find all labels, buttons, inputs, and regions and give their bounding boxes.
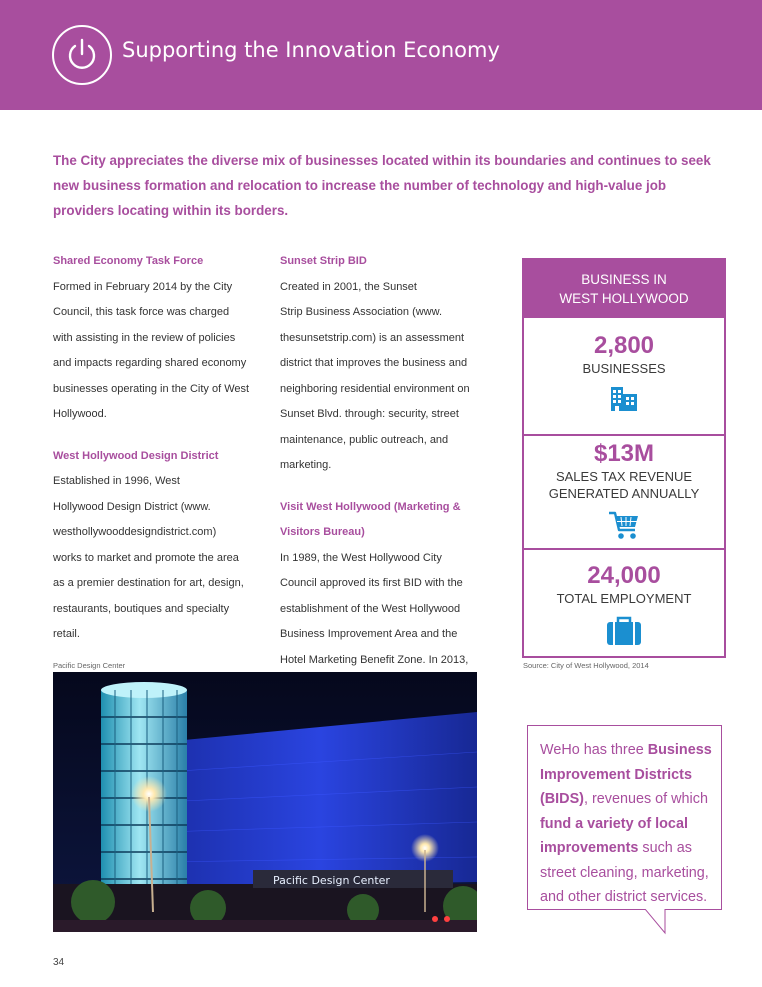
visit-weho-line: establishment of the West Hollywood: [280, 602, 461, 615]
stat-employment: [524, 562, 724, 647]
photo-caption: Pacific Design Center: [53, 661, 126, 670]
visit-weho-line: Business Improvement Area and the: [280, 628, 458, 640]
visit-weho-heading: Visit West Hollywood (Marketing &: [280, 500, 461, 513]
design-district-line: restaurants, boutiques and specialty: [53, 602, 230, 615]
shared-economy-line: and impacts regarding shared economy: [53, 357, 247, 369]
callout-tail: [645, 909, 667, 935]
sunset-strip-line: marketing.: [280, 459, 332, 471]
design-district-line: works to market and promote the area: [53, 551, 239, 564]
power-icon: [52, 25, 112, 85]
bids-callout: [527, 725, 722, 910]
page-title: Supporting the Innovation Economy: [122, 38, 500, 62]
sunset-strip-line: Sunset Blvd. through: security, street: [280, 408, 459, 420]
stats-divider: [524, 548, 724, 550]
sunset-strip-line: Created in 2001, the Sunset: [280, 280, 417, 293]
briefcase-icon: [605, 613, 643, 647]
svg-text:Pacific Design Center: Pacific Design Center: [273, 874, 390, 887]
sunset-strip-line: district that improves the business and: [280, 357, 468, 369]
visit-weho-line: Council approved its first BID with the: [280, 577, 463, 589]
sunset-strip-line: thesunsetstrip.com) is an assessment: [280, 331, 465, 344]
page-number: 34: [53, 957, 65, 968]
stat-label: TOTAL EMPLOYMENT: [556, 591, 692, 606]
design-district-line: westhollywooddesigndistrict.com): [53, 526, 217, 538]
shared-economy-line: businesses operating in the City of West: [53, 382, 250, 395]
middle-text-column: [280, 249, 480, 673]
design-district-line: retail.: [53, 628, 80, 640]
visit-weho-heading: Visitors Bureau): [280, 526, 365, 538]
design-district-heading: West Hollywood Design District: [53, 449, 219, 462]
design-district-line: as a premier destination for art, design,: [53, 577, 244, 589]
shared-economy-line: Council, this task force was charged: [53, 306, 230, 318]
stat-label: SALES TAX REVENUE: [555, 469, 693, 484]
pacific-design-center-photo: [53, 672, 477, 932]
stats-title: BUSINESS IN WEST HOLLYWOOD: [524, 260, 724, 318]
stat-value: 24,000: [587, 562, 661, 589]
stat-label: GENERATED ANNUALLY: [548, 486, 700, 501]
business-stats-box: [522, 258, 726, 658]
stat-businesses: [524, 332, 724, 413]
stats-divider: [524, 434, 724, 436]
shared-economy-line: Hollywood.: [53, 408, 107, 420]
sunset-strip-line: neighboring residential environment on: [280, 382, 470, 395]
stats-source: Source: City of West Hollywood, 2014: [523, 661, 649, 670]
stat-value: $13M: [593, 440, 655, 467]
stat-sales-tax: [524, 440, 724, 542]
office-building-icon: [609, 383, 639, 413]
sunset-strip-line: maintenance, public outreach, and: [280, 433, 449, 446]
intro-paragraph: The City appreciates the diverse mix of businesses located within its boundaries and continues to seek new business formation and relocation to increase the number of technology and high-value job providers locating within its borders.: [53, 153, 711, 218]
visit-weho-line: In 1989, the West Hollywood City: [280, 551, 442, 564]
callout-text: WeHo has three Business Improvement Districts (BIDS), revenues of which fund a variety of local improvements such as street cleaning, marketing, and other district services.: [540, 742, 712, 905]
shopping-cart-icon: [607, 508, 641, 542]
stat-value: 2,800: [593, 332, 655, 359]
header-banner: [0, 0, 762, 110]
shared-economy-heading: Shared Economy Task Force: [53, 255, 204, 267]
shared-economy-line: Formed in February 2014 by the City: [53, 280, 233, 293]
design-district-line: Established in 1996, West: [53, 475, 180, 487]
sunset-strip-line: Strip Business Association (www.: [280, 306, 443, 318]
design-district-line: Hollywood Design District (www.: [53, 500, 211, 513]
left-text-column: [53, 249, 258, 648]
shared-economy-line: with assisting in the review of policies: [53, 331, 236, 344]
visit-weho-line: Hotel Marketing Benefit Zone. In 2013,: [280, 653, 469, 666]
stat-label: BUSINESSES: [582, 361, 666, 376]
sunset-strip-heading: Sunset Strip BID: [280, 255, 367, 267]
